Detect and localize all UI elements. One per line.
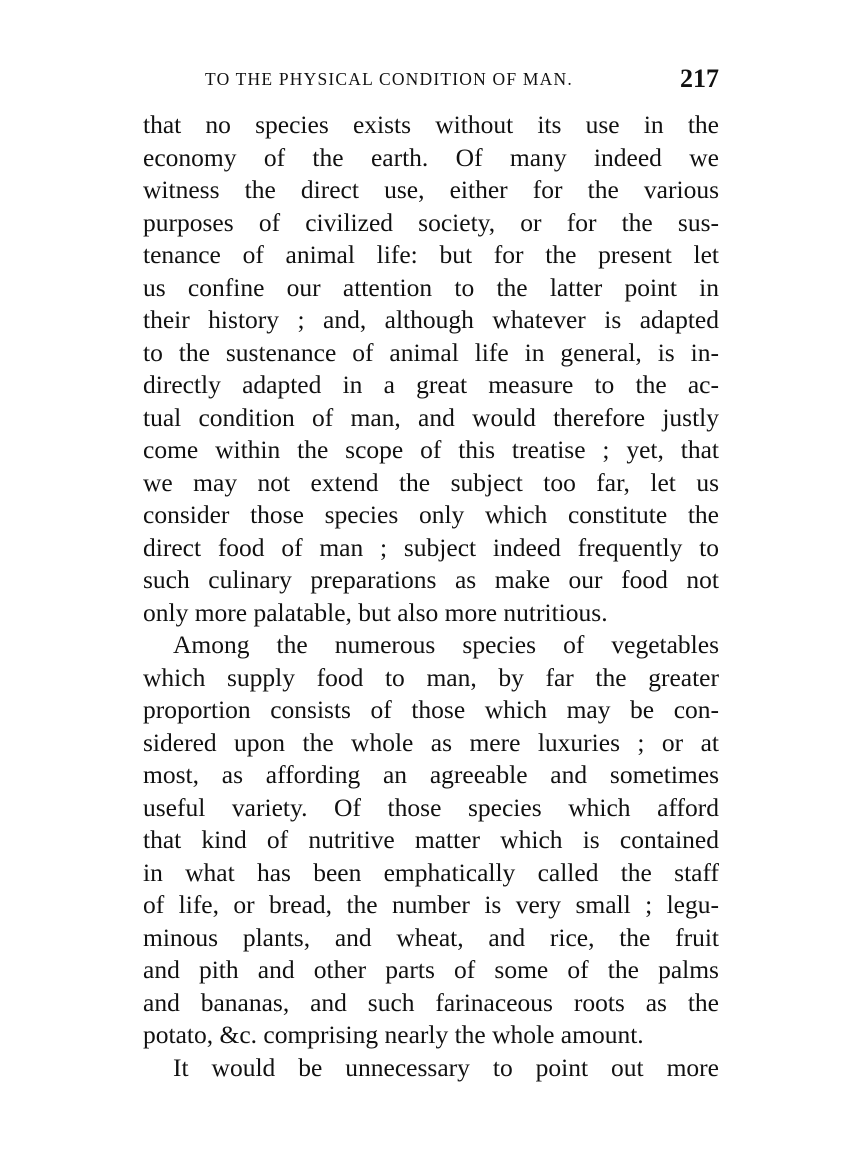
- text-line: come within the scope of this treatise ; yet, that: [143, 435, 719, 464]
- text-line: useful variety. Of those species which afford: [143, 792, 719, 822]
- text-line: tenance of animal life: but for the present let: [143, 240, 719, 269]
- text-line: sidered upon the whole as mere luxuries ; or at: [143, 727, 719, 757]
- text-line: directly adapted in a great measure to the ac-: [143, 370, 719, 399]
- text-line: that no species exists without its use in the: [143, 110, 719, 139]
- text-line: in what has been emphatically called the staff: [143, 857, 719, 887]
- text-line: direct food of man ; subject indeed frequently to: [143, 532, 719, 562]
- paragraph-start-line: It would be unnecessary to point out more: [173, 1052, 719, 1082]
- text-line: that kind of nutritive matter which is contained: [143, 825, 719, 854]
- text-line: which supply food to man, by far the greater: [143, 662, 719, 692]
- text-line: of life, or bread, the number is very small ; legu-: [143, 890, 719, 919]
- text-line: minous plants, and wheat, and rice, the fruit: [143, 922, 719, 952]
- text-line: witness the direct use, either for the various: [143, 175, 719, 204]
- text-line: proportion consists of those which may be con-: [143, 695, 719, 724]
- text-line: tual condition of man, and would therefore justly: [143, 402, 719, 432]
- text-line: their history ; and, although whatever is adapted: [143, 305, 719, 334]
- body-text: [143, 109, 719, 1084]
- paragraph-start-line: Among the numerous species of vegetables: [173, 630, 719, 659]
- text-line: and pith and other parts of some of the palms: [143, 955, 719, 984]
- running-title: TO THE PHYSICAL CONDITION OF MAN.: [205, 69, 573, 89]
- text-line: we may not extend the subject too far, let us: [143, 467, 719, 497]
- paragraph-end-line: only more palatable, but also more nutritious.: [143, 597, 608, 627]
- paragraph-end-line: potato, &c. comprising nearly the whole amount.: [143, 1020, 644, 1049]
- text-line: consider those species only which constitute the: [143, 500, 719, 529]
- page-number: 217: [680, 64, 719, 93]
- text-line: us confine our attention to the latter point in: [143, 272, 719, 302]
- page-header: [143, 62, 719, 96]
- text-line: purposes of civilized society, or for the sus-: [143, 207, 719, 237]
- text-line: most, as affording an agreeable and sometimes: [143, 760, 719, 789]
- text-line: to the sustenance of animal life in general, is in-: [143, 337, 719, 367]
- text-line: and bananas, and such farinaceous roots as the: [143, 987, 719, 1017]
- text-line: economy of the earth. Of many indeed we: [143, 142, 719, 172]
- text-line: such culinary preparations as make our food not: [143, 565, 719, 594]
